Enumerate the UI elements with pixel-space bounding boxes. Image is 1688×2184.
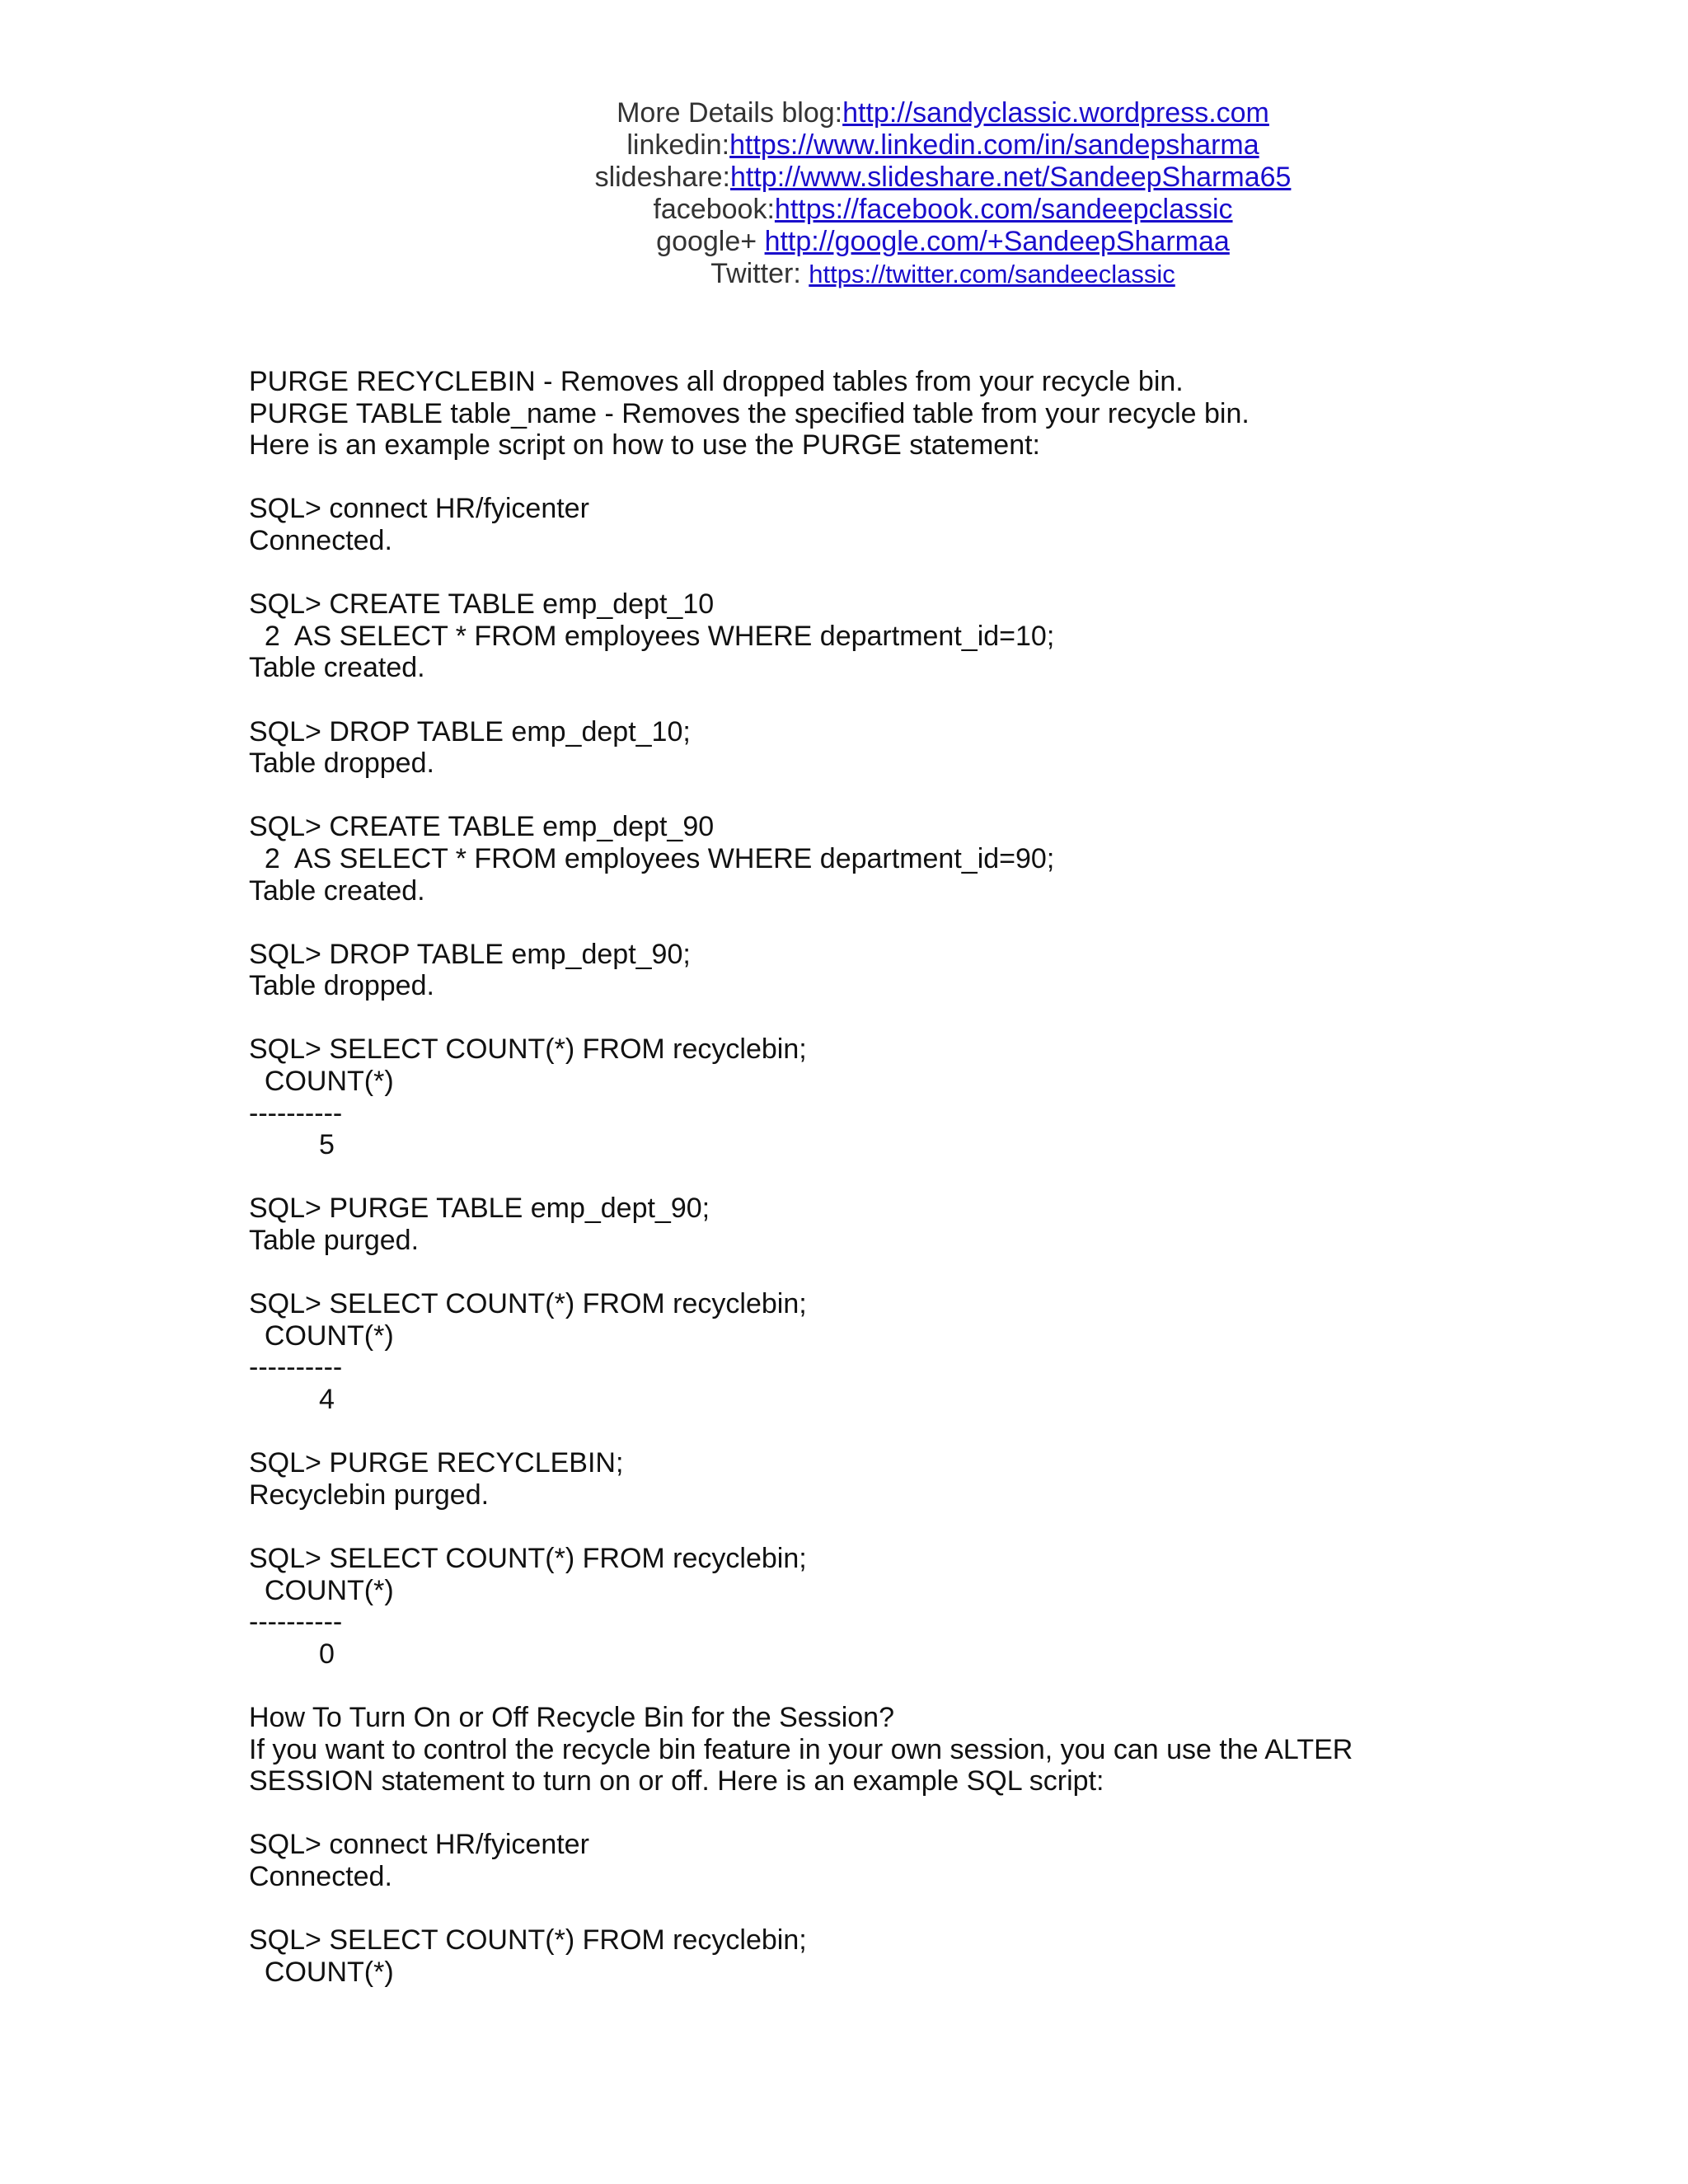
- body-text-line: SQL> DROP TABLE emp_dept_10;: [249, 715, 691, 748]
- document-body: [249, 366, 1452, 1988]
- body-text-line: 0: [249, 1638, 335, 1670]
- linkedin-label: linkedin:: [626, 129, 730, 161]
- body-text-line: COUNT(*): [249, 1319, 394, 1352]
- body-text-line: 2 AS SELECT * FROM employees WHERE department_id=10;: [249, 620, 1055, 652]
- body-text-line: Connected.: [249, 1860, 392, 1892]
- google-plus-link[interactable]: http://google.com/+SandeepSharmaa: [764, 226, 1230, 257]
- body-text-line: [249, 780, 1452, 812]
- body-text-line: SQL> connect HR/fyicenter: [249, 493, 589, 525]
- body-text-line: COUNT(*): [249, 1574, 394, 1606]
- body-text-line: ----------: [249, 1097, 343, 1129]
- social-links-header: [0, 97, 1688, 290]
- body-text-line: [249, 684, 1452, 716]
- body-text-line: [249, 1161, 1452, 1193]
- twitter-link[interactable]: https://twitter.com/sandeeclassic: [809, 260, 1175, 288]
- body-text-line: [249, 462, 1452, 494]
- linkedin-link[interactable]: https://www.linkedin.com/in/sandepsharma: [729, 129, 1259, 161]
- body-text-line: PURGE RECYCLEBIN - Removes all dropped tables from your recycle bin.: [249, 366, 1184, 397]
- body-text-line: [249, 1797, 1452, 1830]
- google-plus-line: [0, 226, 1688, 258]
- body-text-line: 5: [249, 1129, 335, 1161]
- body-text-line: If you want to control the recycle bin feature in your own session, you can use the ALTER: [249, 1733, 1353, 1765]
- body-text-line: SQL> SELECT COUNT(*) FROM recyclebin;: [249, 1542, 807, 1574]
- body-text-line: [249, 1257, 1452, 1289]
- body-text-line: SQL> connect HR/fyicenter: [249, 1829, 589, 1861]
- body-text-line: Table created.: [249, 874, 425, 907]
- body-text-line: Here is an example script on how to use the PURGE statement:: [249, 429, 1041, 462]
- body-text-line: SQL> SELECT COUNT(*) FROM recyclebin;: [249, 1924, 807, 1957]
- body-text-line: COUNT(*): [249, 1956, 394, 1988]
- body-text-line: SQL> CREATE TABLE emp_dept_90: [249, 811, 715, 843]
- body-text-line: SQL> PURGE TABLE emp_dept_90;: [249, 1193, 710, 1225]
- body-text-line: SQL> SELECT COUNT(*) FROM recyclebin;: [249, 1288, 807, 1320]
- slideshare-link[interactable]: http://www.slideshare.net/SandeepSharma65: [730, 162, 1292, 193]
- body-text-line: ----------: [249, 1352, 343, 1384]
- body-text-line: [249, 1893, 1452, 1925]
- body-text-line: SQL> PURGE RECYCLEBIN;: [249, 1447, 624, 1479]
- facebook-label: facebook:: [653, 194, 775, 225]
- slideshare-label: slideshare:: [594, 162, 730, 193]
- body-text-line: [249, 1002, 1452, 1034]
- body-text-line: [249, 557, 1452, 589]
- blog-line: [0, 97, 1688, 129]
- body-text-line: [249, 1416, 1452, 1448]
- body-text-line: [249, 907, 1452, 939]
- blog-label: More Details blog:: [617, 97, 843, 129]
- body-text-line: Recyclebin purged.: [249, 1479, 490, 1511]
- body-text-line: Table created.: [249, 652, 425, 684]
- body-text-line: ----------: [249, 1606, 343, 1638]
- body-text-line: 4: [249, 1384, 335, 1415]
- body-text-line: 2 AS SELECT * FROM employees WHERE department_id=90;: [249, 842, 1055, 874]
- body-text-line: Connected.: [249, 524, 392, 556]
- body-text-line: Table dropped.: [249, 970, 434, 1002]
- body-text-line: Table dropped.: [249, 748, 434, 780]
- body-text-line: [249, 1670, 1452, 1702]
- blog-link[interactable]: http://sandyclassic.wordpress.com: [842, 97, 1269, 129]
- slideshare-line: [0, 162, 1688, 194]
- body-text-line: Table purged.: [249, 1225, 420, 1257]
- body-text-line: PURGE TABLE table_name - Removes the specified table from your recycle bin.: [249, 397, 1250, 429]
- twitter-label: Twitter:: [710, 258, 809, 289]
- body-text-line: COUNT(*): [249, 1066, 394, 1098]
- facebook-line: [0, 194, 1688, 226]
- twitter-line: [0, 258, 1688, 290]
- body-text-line: SESSION statement to turn on or off. Here is an example SQL script:: [249, 1765, 1104, 1797]
- body-text-line: [249, 1511, 1452, 1543]
- body-text-line: SQL> CREATE TABLE emp_dept_10: [249, 588, 715, 621]
- body-text-line: SQL> SELECT COUNT(*) FROM recyclebin;: [249, 1033, 807, 1066]
- google-plus-label: google+: [656, 226, 765, 257]
- body-text-line: How To Turn On or Off Recycle Bin for the Session?: [249, 1701, 894, 1733]
- body-text-line: SQL> DROP TABLE emp_dept_90;: [249, 938, 691, 970]
- facebook-link[interactable]: https://facebook.com/sandeepclassic: [774, 194, 1233, 225]
- linkedin-line: [0, 129, 1688, 162]
